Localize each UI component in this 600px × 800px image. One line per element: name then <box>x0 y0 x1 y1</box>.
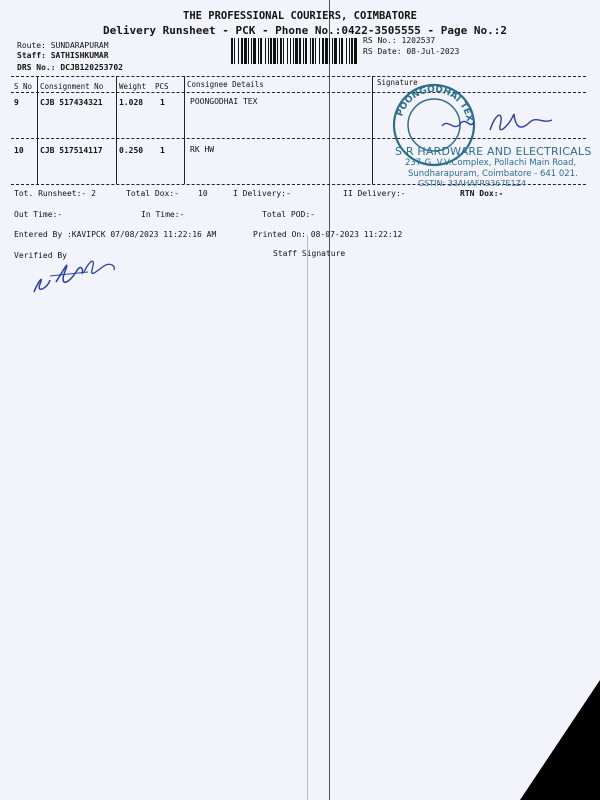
col-divider <box>116 76 117 184</box>
row-pcs: 1 <box>160 98 165 107</box>
col-divider <box>37 76 38 184</box>
stamp-gstin: GSTIN: 33AHAFR9367E1Z4 <box>418 179 527 188</box>
row-weight: 1.028 <box>119 98 144 107</box>
row-pcs: 1 <box>160 146 165 155</box>
barcode-bar <box>280 38 282 64</box>
barcode <box>231 38 358 64</box>
barcode-bar <box>231 38 233 64</box>
barcode-bar <box>277 38 278 64</box>
col-header-consignee: Consignee Details <box>187 80 264 89</box>
in-time: In Time:- <box>141 210 185 219</box>
barcode-bar <box>299 38 301 64</box>
ii-delivery: II Delivery:- <box>343 189 406 198</box>
col-divider <box>184 76 185 184</box>
stamp-city-line: Sundharapuram, Coimbatore - 641 021. <box>408 169 578 179</box>
barcode-bar <box>287 38 288 64</box>
barcode-bar <box>290 38 291 64</box>
drs-number: DRS No.: DCJB120253702 <box>17 63 123 72</box>
barcode-bar <box>270 38 272 64</box>
barcode-bar <box>332 38 333 64</box>
barcode-bar <box>322 38 324 64</box>
barcode-bar <box>349 38 350 64</box>
out-time: Out Time:- <box>14 210 63 219</box>
rs-number: RS No.: 1202537 <box>363 36 436 45</box>
barcode-bar <box>351 38 353 64</box>
barcode-bar <box>293 38 294 64</box>
col-header-consignment: Consignment No <box>40 82 104 91</box>
rtn-dox: RTN Dox:- <box>460 189 504 198</box>
stamp-business-name: S R HARDWARE AND ELECTRICALS <box>395 145 592 158</box>
barcode-bar <box>234 38 235 64</box>
staff-label: Staff: SATHISHKUMAR <box>17 51 109 60</box>
barcode-bar <box>238 38 239 64</box>
table-header-rule <box>11 92 586 93</box>
seal-text: POONGODHAI TEX <box>395 84 474 123</box>
document-title: THE PROFESSIONAL COURIERS, COIMBATORE <box>183 10 417 22</box>
barcode-bar <box>295 38 298 64</box>
row-consignee: POONGODHAI TEX <box>190 97 258 106</box>
fold-line <box>329 0 330 800</box>
row-consignment: CJB 517434321 <box>40 98 103 107</box>
barcode-bar <box>251 38 252 64</box>
rs-date: RS Date: 08-Jul-2023 <box>363 47 460 56</box>
entered-by: Entered By :KAVIPCK 07/08/2023 11:22:16 AM <box>14 230 217 239</box>
barcode-bar <box>310 38 311 64</box>
receiver-signature <box>440 102 560 140</box>
verified-by-label: Verified By <box>14 251 67 260</box>
document-subtitle: Delivery Runsheet - PCK - Phone No.:0422-3505555 - Page No.:2 <box>103 24 507 37</box>
barcode-bar <box>315 38 316 64</box>
barcode-bar <box>241 38 243 64</box>
barcode-bar <box>248 38 249 64</box>
barcode-bar <box>253 38 256 64</box>
barcode-bar <box>260 38 262 64</box>
barcode-bar <box>354 38 357 64</box>
table-top-rule <box>11 76 586 77</box>
col-header-signature: Signature <box>377 78 418 87</box>
total-dox-label: Total Dox:- <box>126 189 179 198</box>
route-label: Route: SUNDARAPURAM <box>17 41 109 50</box>
barcode-bar <box>339 38 340 64</box>
barcode-bar <box>329 38 330 64</box>
row-consignee: RK HW <box>190 145 215 154</box>
barcode-bar <box>258 38 259 64</box>
barcode-bar <box>305 38 307 64</box>
col-header-weight: Weight <box>119 82 147 91</box>
barcode-bar <box>268 38 269 64</box>
col-header-pcs: PCS <box>155 82 169 91</box>
barcode-bar <box>312 38 314 64</box>
row-consignment: CJB 517514117 <box>40 146 103 155</box>
row-sno: 9 <box>14 98 19 107</box>
barcode-bar <box>334 38 337 64</box>
total-dox-value: 10 <box>198 189 208 198</box>
barcode-bar <box>303 38 304 64</box>
col-header-sno: S No <box>14 82 33 91</box>
barcode-bar <box>319 38 320 64</box>
barcode-bar <box>273 38 276 64</box>
barcode-bar <box>325 38 328 64</box>
barcode-bar <box>244 38 247 64</box>
row-weight: 0.250 <box>119 146 144 155</box>
row-sno: 10 <box>14 146 24 155</box>
barcode-bar <box>341 38 343 64</box>
scan-line <box>307 235 308 800</box>
scan-edge-shadow <box>520 680 600 800</box>
i-delivery: I Delivery:- <box>233 189 291 198</box>
staff-signature-label: Staff Signature <box>273 249 346 258</box>
barcode-bar <box>265 38 266 64</box>
tot-runsheet: Tot. Runsheet:- 2 <box>14 189 96 198</box>
printed-on: Printed On: 08-07-2023 11:22:12 <box>253 230 403 239</box>
barcode-bar <box>283 38 284 64</box>
total-pod: Total POD:- <box>262 210 315 219</box>
col-divider <box>372 76 373 184</box>
barcode-bar <box>346 38 347 64</box>
verifier-signature <box>26 252 121 298</box>
stamp-address-line: 237-G, V.V.Complex, Pollachi Main Road, <box>405 158 577 168</box>
